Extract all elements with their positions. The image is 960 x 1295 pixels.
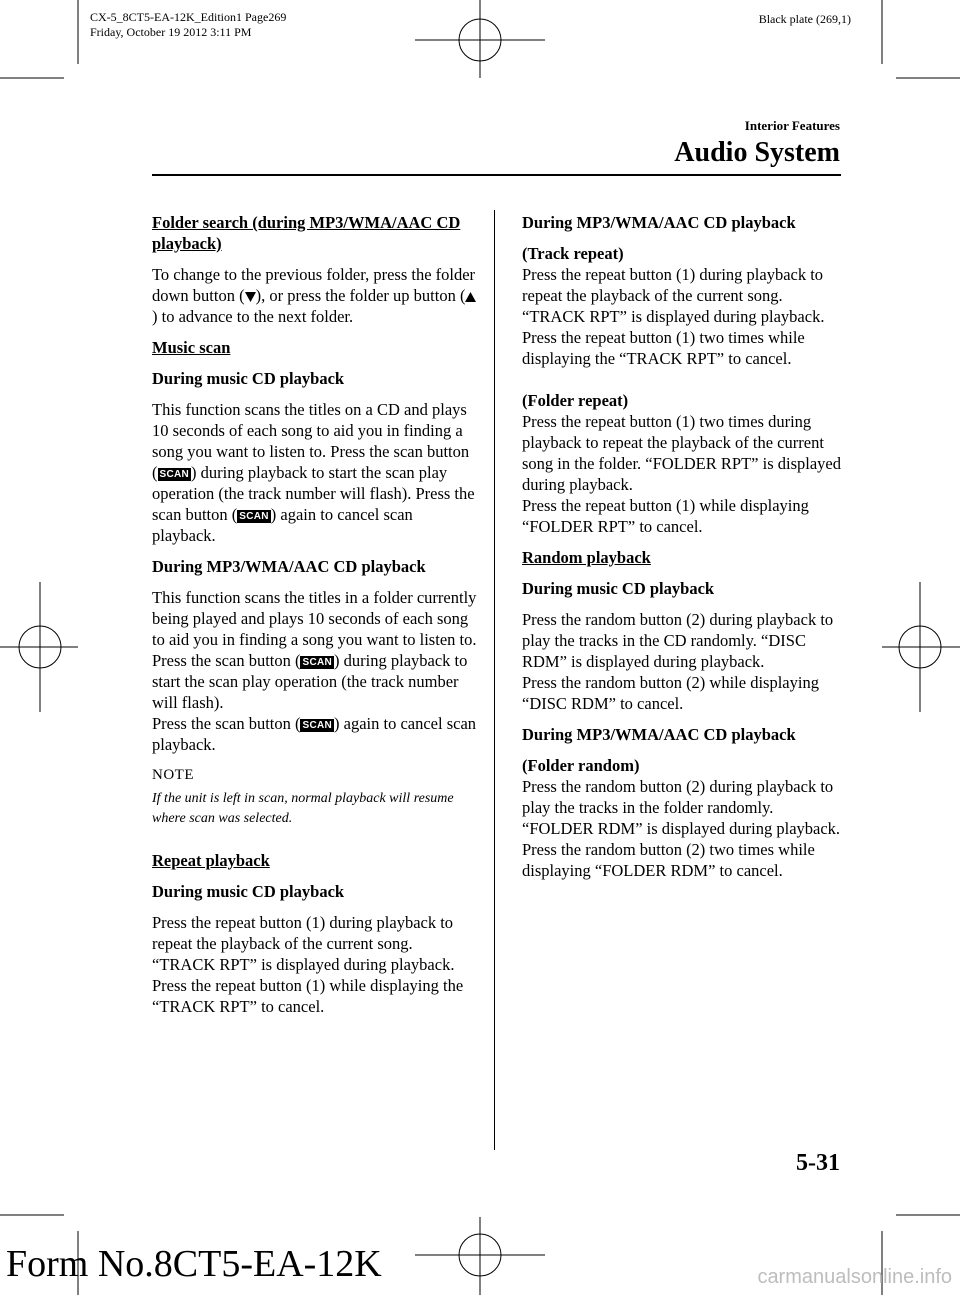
- scan-button-icon: SCAN: [159, 469, 190, 480]
- heading-music-scan: Music scan: [152, 338, 231, 357]
- subhead-cd-playback: During music CD playback: [152, 882, 345, 901]
- paragraph-repeat-cd-1: Press the repeat button (1) during playback to repeat the playback of the current song. “TRACK RPT” is displayed during playback.: [152, 913, 455, 974]
- subhead-cd-playback: During music CD playback: [152, 369, 345, 388]
- text-fragment: ) during playback to start the scan play operation (the track number will flash). Press the scan button (: [152, 463, 475, 524]
- paragraph-random-cd-2: Press the random button (2) while displaying “DISC RDM” to cancel.: [522, 673, 819, 713]
- watermark-link[interactable]: carmanualsonline.info: [757, 1266, 952, 1288]
- scan-button-icon: SCAN: [239, 511, 269, 522]
- print-timestamp: Friday, October 19 2012 3:11 PM: [90, 25, 252, 39]
- paragraph-random-cd-1: Press the random button (2) during playback to play the tracks in the CD randomly. “DISC RDM” is displayed during playback.: [522, 610, 834, 671]
- section-title: Audio System: [674, 137, 840, 168]
- paragraph-track-repeat-1: Press the repeat button (1) during playback to repeat the playback of the current song. “TRACK RPT” is displayed during playback.: [522, 265, 825, 326]
- text-fragment: This function scans the titles on a CD and plays 10 seconds of each song to aid you in finding a song you want to listen to. Press the scan button (: [152, 400, 470, 482]
- text-fragment: ) during playback to start the scan play operation (the track number will flash).: [152, 651, 468, 712]
- subhead-mp3-playback: During MP3/WMA/AAC CD playback: [522, 213, 796, 232]
- print-job-name: CX-5_8CT5-EA-12K_Edition1 Page269: [90, 10, 287, 24]
- text-fragment: Press the scan button (: [152, 714, 301, 733]
- text-fragment: ), or press the folder up button (: [255, 286, 466, 305]
- paragraph-repeat-cd-2: Press the repeat button (1) while displaying the “TRACK RPT” to cancel.: [152, 976, 464, 1016]
- right-column: [522, 212, 842, 881]
- text-fragment: ) to advance to the next folder.: [152, 307, 354, 326]
- section-header: [674, 118, 840, 169]
- paragraph-mp3-scan: [152, 587, 477, 755]
- paragraph-track-repeat-2: Press the repeat button (1) two times while displaying the “TRACK RPT” to cancel.: [522, 328, 805, 368]
- text-fragment: ) again to cancel scan playback.: [152, 714, 477, 754]
- header-divider: [152, 174, 841, 176]
- scan-button-icon: SCAN: [302, 657, 333, 668]
- paragraph-random-mp3-2: Press the random button (2) two times while displaying “FOLDER RDM” to cancel.: [522, 840, 815, 880]
- paragraph-folder-repeat-1: Press the repeat button (1) two times during playback to repeat the playback of the current song in the folder. “FOLDER RPT” is displayed during playback.: [522, 412, 841, 494]
- up-triangle-icon: [465, 291, 476, 303]
- left-column: [152, 212, 477, 1017]
- paragraph-folder-search: [152, 264, 477, 327]
- paragraph-random-mp3-1: Press the random button (2) during playback to play the tracks in the folder randomly. “FOLDER RDM” is displayed during playback.: [522, 777, 841, 838]
- form-number: Form No.8CT5-EA-12K: [6, 1243, 382, 1285]
- label-track-repeat: (Track repeat): [522, 244, 624, 263]
- down-triangle-icon: [245, 291, 256, 303]
- text-fragment: ) again to cancel scan playback.: [152, 505, 413, 545]
- paragraph-folder-repeat-2: Press the repeat button (1) while displaying “FOLDER RPT” to cancel.: [522, 496, 809, 536]
- note-title: NOTE: [152, 767, 194, 783]
- text-fragment: This function scans the titles in a folder currently being played and plays 10 seconds of each song to aid you in finding a song you want to listen to. Press the scan button (: [152, 588, 477, 670]
- label-folder-repeat: (Folder repeat): [522, 391, 629, 410]
- heading-repeat-playback: Repeat playback: [152, 851, 270, 870]
- subhead-mp3-playback: During MP3/WMA/AAC CD playback: [522, 725, 796, 744]
- subhead-mp3-playback: During MP3/WMA/AAC CD playback: [152, 557, 426, 576]
- column-divider: [494, 210, 495, 1150]
- heading-random-playback: Random playback: [522, 548, 651, 567]
- page-number: 5-31: [796, 1150, 840, 1176]
- subhead-cd-playback: During music CD playback: [522, 579, 715, 598]
- label-folder-random: (Folder random): [522, 756, 640, 775]
- print-plate-label: Black plate (269,1): [758, 12, 851, 26]
- paragraph-cd-scan: [152, 399, 477, 546]
- note-text: If the unit is left in scan, normal playback will resume where scan was selected.: [152, 791, 454, 826]
- scan-button-icon: SCAN: [302, 720, 333, 731]
- chapter-label: Interior Features: [744, 118, 840, 133]
- text-fragment: To change to the previous folder, press the folder down button (: [152, 265, 476, 305]
- heading-folder-search: Folder search (during MP3/WMA/AAC CD playback): [152, 213, 461, 253]
